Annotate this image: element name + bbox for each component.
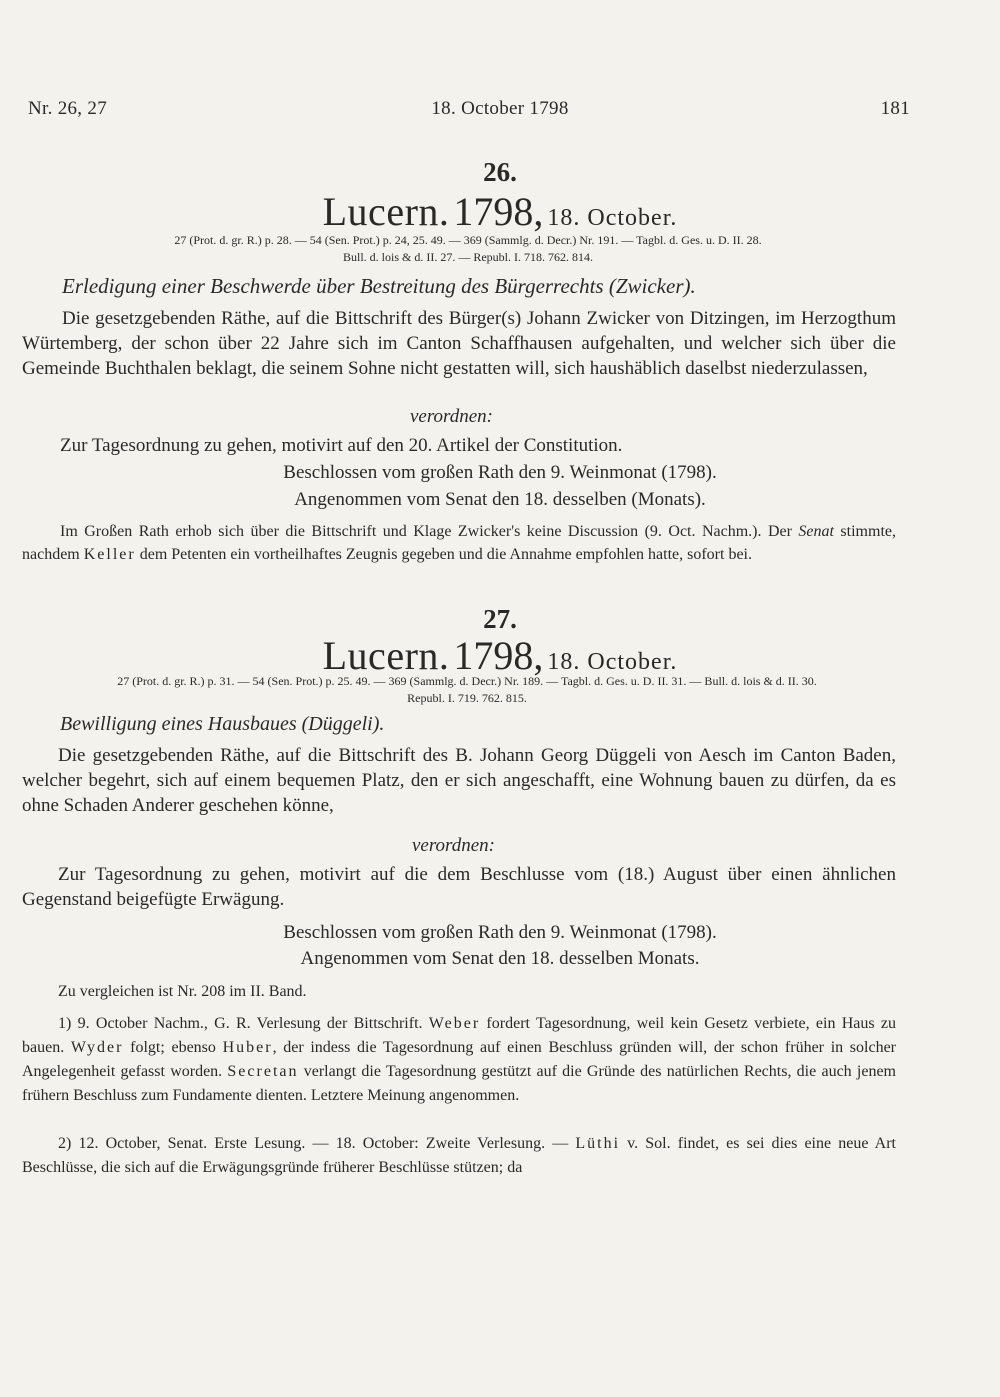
compare-note: Zu vergleichen ist Nr. 208 im II. Band. — [58, 983, 307, 1000]
entry-place: Lucern. — [322, 189, 450, 234]
angenommen-line: Angenommen vom Senat den 18. desselben (Monats). — [294, 489, 706, 510]
verordnen-label: verordnen: — [410, 406, 494, 427]
entry-title-27 — [0, 632, 1000, 679]
footnote-name-wyder: Wyder — [70, 1039, 124, 1056]
references-line: Republ. I. 719. 762. 815. — [407, 691, 527, 705]
footnote-name-weber: Weber — [428, 1015, 481, 1032]
footnote-text: folgt; ebenso — [123, 1039, 223, 1056]
entry-subject-27: Bewilligung eines Hausbaues (Düggeli). — [60, 713, 385, 735]
note-text: Im Großen Rath erhob sich über die Bittschrift und Klage Zwicker's keine Discussion (9. Oct. Nachm.). Der — [60, 523, 799, 540]
entry-body-27: Die gesetzgebenden Räthe, auf die Bittschrift des B. Johann Georg Düggeli von Aesch im Canton Baden, welcher begehrt, sich auf einem bequemen Platz, den er sich angeschafft, eine Wohnung bauen zu dürfen, da es ohne Schaden Anderer geschehen könne, — [22, 745, 896, 816]
note-name-keller: Keller — [83, 546, 136, 563]
note-senat: Senat — [798, 523, 834, 540]
footnote-text: 2) 12. October, Senat. Erste Lesung. — 18. October: Zweite Verlesung. — — [58, 1135, 576, 1152]
footnote-name-secretan: Secretan — [227, 1063, 299, 1080]
entry-decision-26: Zur Tagesordnung zu gehen, motivirt auf den 20. Artikel der Constitution. — [60, 435, 623, 456]
references-line: 27 (Prot. d. gr. R.) p. 28. — 54 (Sen. Prot.) p. 24, 25. 49. — 369 (Sammlg. d. Decr.) Nr. 191. — Tagbl. d. Ges. u. D. II. 28. — [174, 233, 762, 247]
running-header-left: Nr. 26, 27 — [28, 98, 107, 119]
entry-title-26 — [0, 188, 1000, 235]
footnote-name-huber: Huber — [222, 1039, 273, 1056]
entry-date: 18. October. — [547, 205, 678, 231]
note-text: stimmte, nachdem — [22, 523, 896, 563]
entry-body-26: Die gesetzgebenden Räthe, auf die Bittschrift des Bürger(s) Johann Zwicker von Ditzingen, im Herzogthum Würtemberg, der schon über 22 Jahre sich im Canton Schaffhausen aufgehalten, und welcher sich über die Gemeinde Buchthalen beklagt, die seinem Sohne nicht gestatten will, sich haushäblich daselbst niederzulassen, — [22, 308, 896, 379]
entry-subject-26: Erledigung einer Beschwerde über Bestreitung des Bürgerrechts (Zwicker). — [62, 274, 696, 298]
beschlossen-line: Beschlossen vom großen Rath den 9. Weinmonat (1798). — [283, 462, 717, 483]
entry-note-26 — [22, 520, 896, 566]
running-header-center: 18. October 1798 — [431, 98, 569, 119]
footnote-text: 1) 9. October Nachm., G. R. Verlesung der Bittschrift. — [58, 1015, 429, 1032]
entry-number-26: 26. — [483, 157, 517, 187]
footnote-1 — [22, 1012, 896, 1108]
footnote-text: fordert Tagesordnung, weil kein Gesetz verbiete, ein Haus zu bauen. — [22, 1015, 896, 1056]
page-number: 181 — [880, 98, 910, 119]
entry-number-27: 27. — [483, 604, 517, 634]
note-text: dem Petenten ein vortheilhaftes Zeugnis gegeben und die Annahme empfohlen hatte, sofort bei. — [135, 546, 752, 563]
verordnen-label: verordnen: — [412, 835, 496, 856]
entry-year: 1798, — [453, 633, 544, 678]
entry-references-26 — [28, 232, 908, 266]
entry-references-27 — [22, 673, 912, 707]
entry-date: 18. October. — [547, 649, 678, 675]
footnote-2 — [22, 1132, 896, 1180]
references-line: Bull. d. lois & d. II. 27. — Republ. I. 718. 762. 814. — [343, 250, 593, 264]
footnote-text: , der indess die Tagesordnung auf einen Beschluss gründen will, der schon früher in solcher Angelegenheit gefasst worden. — [22, 1039, 897, 1080]
beschlossen-line: Beschlossen vom großen Rath den 9. Weinmonat (1798). — [283, 922, 717, 943]
footnote-name-luethi: Lüthi — [575, 1135, 621, 1152]
entry-place: Lucern. — [322, 633, 450, 678]
footnote-text: v. Sol. findet, es sei dies eine neue Art Beschlüsse, die sich auf die Erwägungsgründe früherer Beschlüsse stützen; da — [22, 1135, 896, 1176]
angenommen-line: Angenommen vom Senat den 18. desselben Monats. — [300, 948, 700, 969]
entry-decision-27: Zur Tagesordnung zu gehen, motivirt auf die dem Beschlusse vom (18.) August über einen ähnlichen Gegenstand beigefügte Erwägung. — [22, 864, 896, 910]
footnote-text: verlangt die Tagesordnung gestützt auf die Gründe des natürlichen Rechts, die auch jenem frühern Beschluss zum Fundamente dienten. Letztere Meinung angenommen. — [22, 1063, 896, 1104]
references-line: 27 (Prot. d. gr. R.) p. 31. — 54 (Sen. Prot.) p. 25. 49. — 369 (Sammlg. d. Decr.) Nr. 189. — Tagbl. d. Ges. u. D. II. 31. — Bull. d. lois & d. II. 30. — [117, 674, 817, 688]
entry-year: 1798, — [453, 189, 544, 234]
